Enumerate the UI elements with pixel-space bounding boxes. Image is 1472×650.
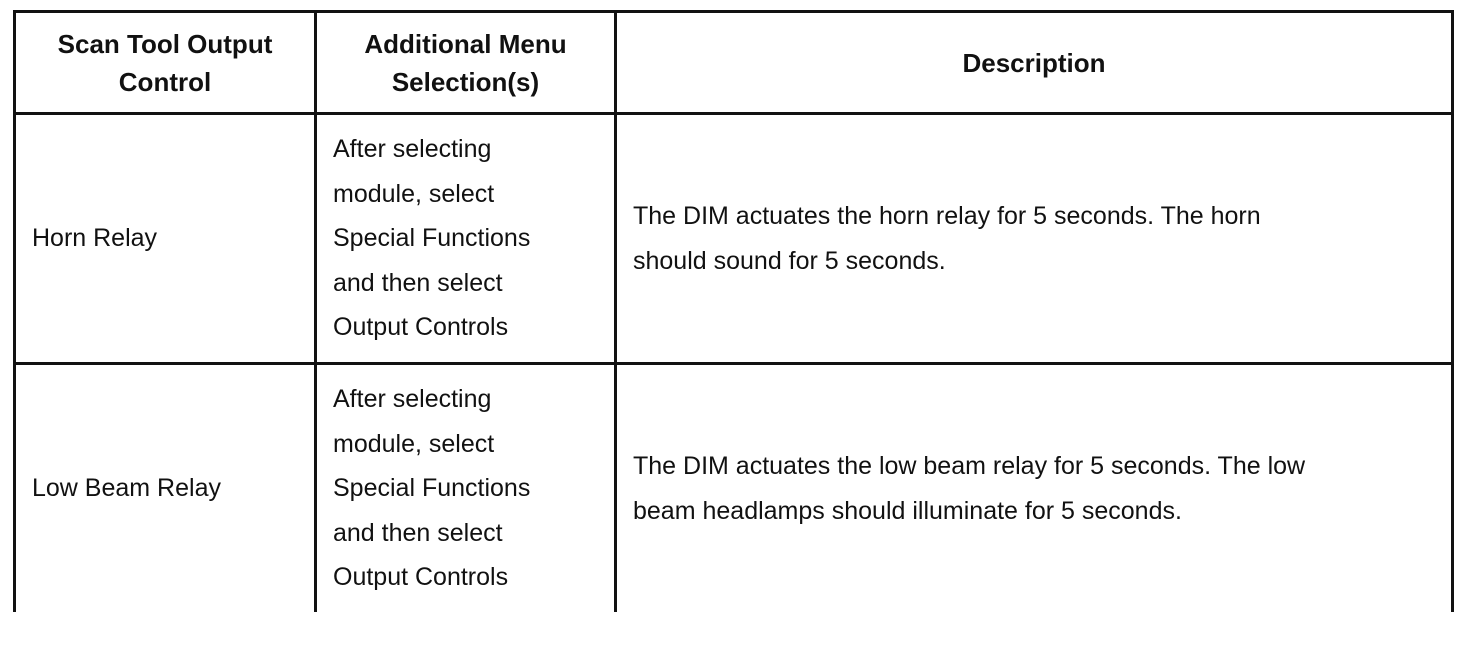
header-text-line: Additional Menu	[364, 28, 567, 59]
cell-menu-selection	[316, 114, 616, 364]
menu-selection-line: module, select	[333, 429, 495, 458]
output-controls-table	[13, 10, 1454, 612]
cell-description	[616, 114, 1453, 364]
header-text-line: Description	[962, 47, 1106, 78]
table-row	[15, 114, 1453, 364]
description-line: The DIM actuates the horn relay for 5 seconds. The horn	[633, 202, 1261, 230]
cell-menu-selection	[316, 364, 616, 613]
header-text-line: Control	[118, 66, 212, 97]
menu-selection-line: After selecting	[333, 385, 492, 414]
menu-selection-line: and then select	[333, 518, 503, 547]
cell-description	[616, 364, 1453, 613]
description-line: The DIM actuates the low beam relay for 5 seconds. The low	[633, 452, 1306, 480]
header-description	[616, 12, 1453, 114]
table-row	[15, 364, 1453, 613]
cell-output-control: Horn Relay	[15, 114, 316, 364]
header-text-line: Selection(s)	[391, 66, 540, 97]
menu-selection-line: After selecting	[333, 135, 492, 164]
header-text-line: Scan Tool Output	[57, 28, 273, 59]
header-scan-tool-output-control	[15, 12, 316, 114]
description-line: should sound for 5 seconds.	[633, 246, 946, 275]
cell-output-control: Low Beam Relay	[15, 364, 316, 613]
menu-selection-line: Output Controls	[333, 313, 509, 342]
menu-selection-line: and then select	[333, 268, 503, 297]
description-line: beam headlamps should illuminate for 5 seconds.	[633, 496, 1182, 525]
menu-selection-line: Special Functions	[333, 474, 531, 503]
menu-selection-line: Special Functions	[333, 224, 531, 253]
menu-selection-line: module, select	[333, 179, 495, 208]
header-additional-menu-selections	[316, 12, 616, 114]
table-header-row	[15, 12, 1453, 114]
menu-selection-line: Output Controls	[333, 563, 509, 592]
output-controls-table-container	[13, 10, 1451, 650]
